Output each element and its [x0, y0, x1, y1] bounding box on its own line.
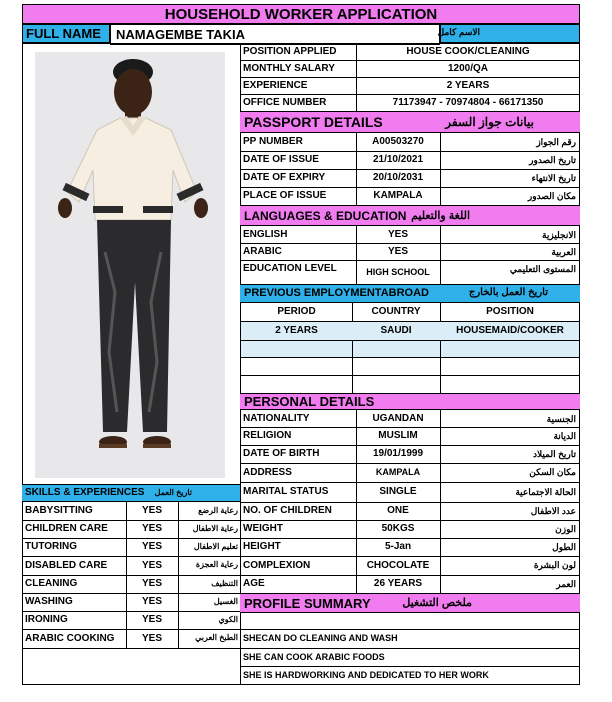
personal-arabic: الطول [552, 542, 576, 552]
skill-label: ARABIC COOKING [25, 632, 115, 644]
personal-arabic: الحالة الاجتماعية [515, 487, 576, 497]
personal-arabic: الديانة [553, 431, 576, 441]
employment-position: HOUSEMAID/COOKER [456, 325, 564, 336]
job-label: POSITION APPLIED [243, 45, 337, 57]
personal-value: 5-Jan [384, 541, 412, 552]
passport-label: PLACE OF ISSUE [243, 190, 327, 201]
personal-value: 19/01/1999 [372, 448, 424, 459]
skills-header: SKILLS & EXPERIENCES [25, 487, 145, 498]
skill-value: YES [141, 541, 162, 552]
skill-label: TUTORING [25, 541, 78, 552]
employment-line [240, 357, 580, 358]
applicant-photo [35, 52, 225, 478]
personal-arabic: عدد الاطفال [530, 506, 576, 516]
personal-arabic: الوزن [555, 524, 576, 534]
language-label: ENGLISH [243, 228, 288, 240]
skill-arabic: رعاية الاطفال [192, 524, 238, 533]
languages-header: LANGUAGES & EDUCATION [244, 208, 407, 223]
employment-header: PREVIOUS EMPLOYMENTABROAD [244, 287, 429, 299]
passport-label: DATE OF EXPIRY [243, 172, 326, 183]
passport-label: PP NUMBER [243, 136, 303, 147]
skill-arabic: الطبخ العربي [195, 633, 238, 642]
language-label: ARABIC [243, 245, 282, 257]
passport-arabic: تاريخ الصدور [529, 155, 576, 165]
full-name-label: FULL NAME [26, 26, 101, 41]
passport-arabic: تاريخ الانتهاء [531, 173, 576, 183]
personal-value: CHOCOLATE [366, 559, 430, 571]
employment-col-period: PERIOD [277, 306, 316, 317]
language-value: HIGH SCHOOL [366, 267, 430, 277]
personal-label: MARITAL STATUS [243, 486, 329, 497]
personal-label: DATE OF BIRTH [243, 448, 320, 459]
passport-header-arabic: بيانات جواز السفر [445, 115, 534, 129]
skill-value: YES [141, 614, 162, 625]
employment-country: SAUDI [380, 325, 412, 336]
full-name-value: NAMAGEMBE TAKIA [116, 27, 246, 42]
personal-arabic: لون البشرة [533, 560, 576, 570]
language-value: YES [387, 228, 408, 240]
skill-label: DISABLED CARE [25, 559, 108, 571]
skill-arabic: رعاية الرضع [198, 506, 238, 515]
language-arabic: العربية [551, 247, 576, 257]
main-divider [240, 43, 241, 685]
personal-arabic: الجنسية [546, 414, 576, 424]
personal-label: COMPLEXION [243, 559, 311, 571]
job-value: 71173947 - 70974804 - 66171350 [392, 96, 544, 108]
language-label: EDUCATION LEVEL [243, 262, 337, 274]
profile-header: PROFILE SUMMARY [244, 595, 371, 611]
skill-value: YES [141, 523, 162, 534]
job-label: OFFICE NUMBER [243, 96, 327, 108]
skill-arabic: التنظيف [211, 579, 238, 588]
personal-label: HEIGHT [243, 541, 281, 552]
passport-label: DATE OF ISSUE [243, 154, 319, 165]
profile-line-text: SHECAN DO CLEANING AND WASH [243, 633, 398, 643]
passport-value: 20/10/2031 [372, 172, 424, 183]
personal-arabic: تاريخ الميلاد [533, 449, 576, 459]
skill-label: IRONING [25, 614, 68, 625]
passport-value: 21/10/2021 [372, 154, 424, 165]
personal-value: 26 YEARS [373, 578, 423, 589]
personal-label: ADDRESS [243, 466, 292, 478]
personal-value: UGANDAN [372, 412, 424, 424]
personal-value: KAMPALA [375, 467, 421, 477]
language-value: YES [387, 245, 408, 257]
language-arabic: الانجليزية [542, 230, 576, 240]
passport-arabic: رقم الجواز [536, 137, 576, 147]
personal-value: MUSLIM [378, 430, 418, 441]
skill-arabic: تعليم الاطفال [193, 542, 238, 551]
full-name-arabic: الاسم كامل [437, 27, 480, 37]
passport-header: PASSPORT DETAILS [244, 114, 383, 130]
profile-header-arabic: ملخص التشغيل [402, 597, 472, 609]
personal-value: 50KGS [381, 523, 415, 534]
personal-label: NATIONALITY [243, 412, 310, 424]
skill-arabic: رعاية العجزة [195, 560, 238, 569]
passport-arabic: مكان الصدور [527, 191, 576, 201]
skill-label: BABYSITTING [25, 505, 93, 516]
language-arabic: المستوى التعليمي [509, 264, 576, 274]
employment-col-position: POSITION [486, 306, 534, 317]
skill-value: YES [141, 578, 162, 589]
job-label: EXPERIENCE [243, 79, 308, 91]
job-value: HOUSE COOK/CLEANING [406, 45, 530, 57]
profile-line-text: SHE CAN COOK ARABIC FOODS [243, 651, 385, 662]
personal-label: WEIGHT [243, 523, 283, 534]
personal-arabic: مكان السكن [529, 467, 576, 477]
skill-label: WASHING [25, 596, 73, 607]
page-title: HOUSEHOLD WORKER APPLICATION [164, 5, 438, 23]
skills-line [22, 648, 240, 649]
skill-value: YES [141, 559, 162, 571]
personal-label: NO. OF CHILDREN [243, 505, 332, 516]
person-illustration [35, 52, 225, 478]
skill-label: CLEANING [25, 578, 78, 589]
skill-label: CHILDREN CARE [25, 523, 108, 534]
personal-value: ONE [387, 505, 409, 516]
skill-arabic: الكوي [218, 615, 238, 624]
personal-label: AGE [243, 578, 265, 589]
languages-col-divider [440, 226, 441, 284]
passport-value: KAMPALA [373, 190, 423, 201]
employment-line [240, 375, 580, 376]
personal-arabic: العمر [556, 579, 576, 589]
personal-label: RELIGION [243, 430, 292, 441]
skill-value: YES [141, 596, 162, 607]
employment-col-country: COUNTRY [371, 306, 421, 317]
skill-value: YES [141, 632, 162, 644]
personal-value: SINGLE [379, 486, 417, 497]
personal-header: PERSONAL DETAILS [244, 394, 375, 409]
employment-period: 2 YEARS [275, 325, 318, 336]
employment-header-arabic: تاريخ العمل بالخارج [468, 287, 548, 298]
languages-header-arabic: اللغة والتعليم [411, 210, 470, 222]
skill-value: YES [141, 505, 162, 516]
skills-header-arabic: تاريخ العمل [154, 488, 192, 497]
job-value: 1200/QA [447, 62, 489, 74]
skill-arabic: الغسيل [213, 597, 238, 606]
employment-empty-row [241, 341, 579, 357]
job-label: MONTHLY SALARY [243, 62, 335, 74]
job-value: 2 YEARS [446, 79, 490, 91]
passport-value: A00503270 [372, 136, 424, 147]
profile-line-text: SHE IS HARDWORKING AND DEDICATED TO HER WORK [243, 669, 489, 680]
